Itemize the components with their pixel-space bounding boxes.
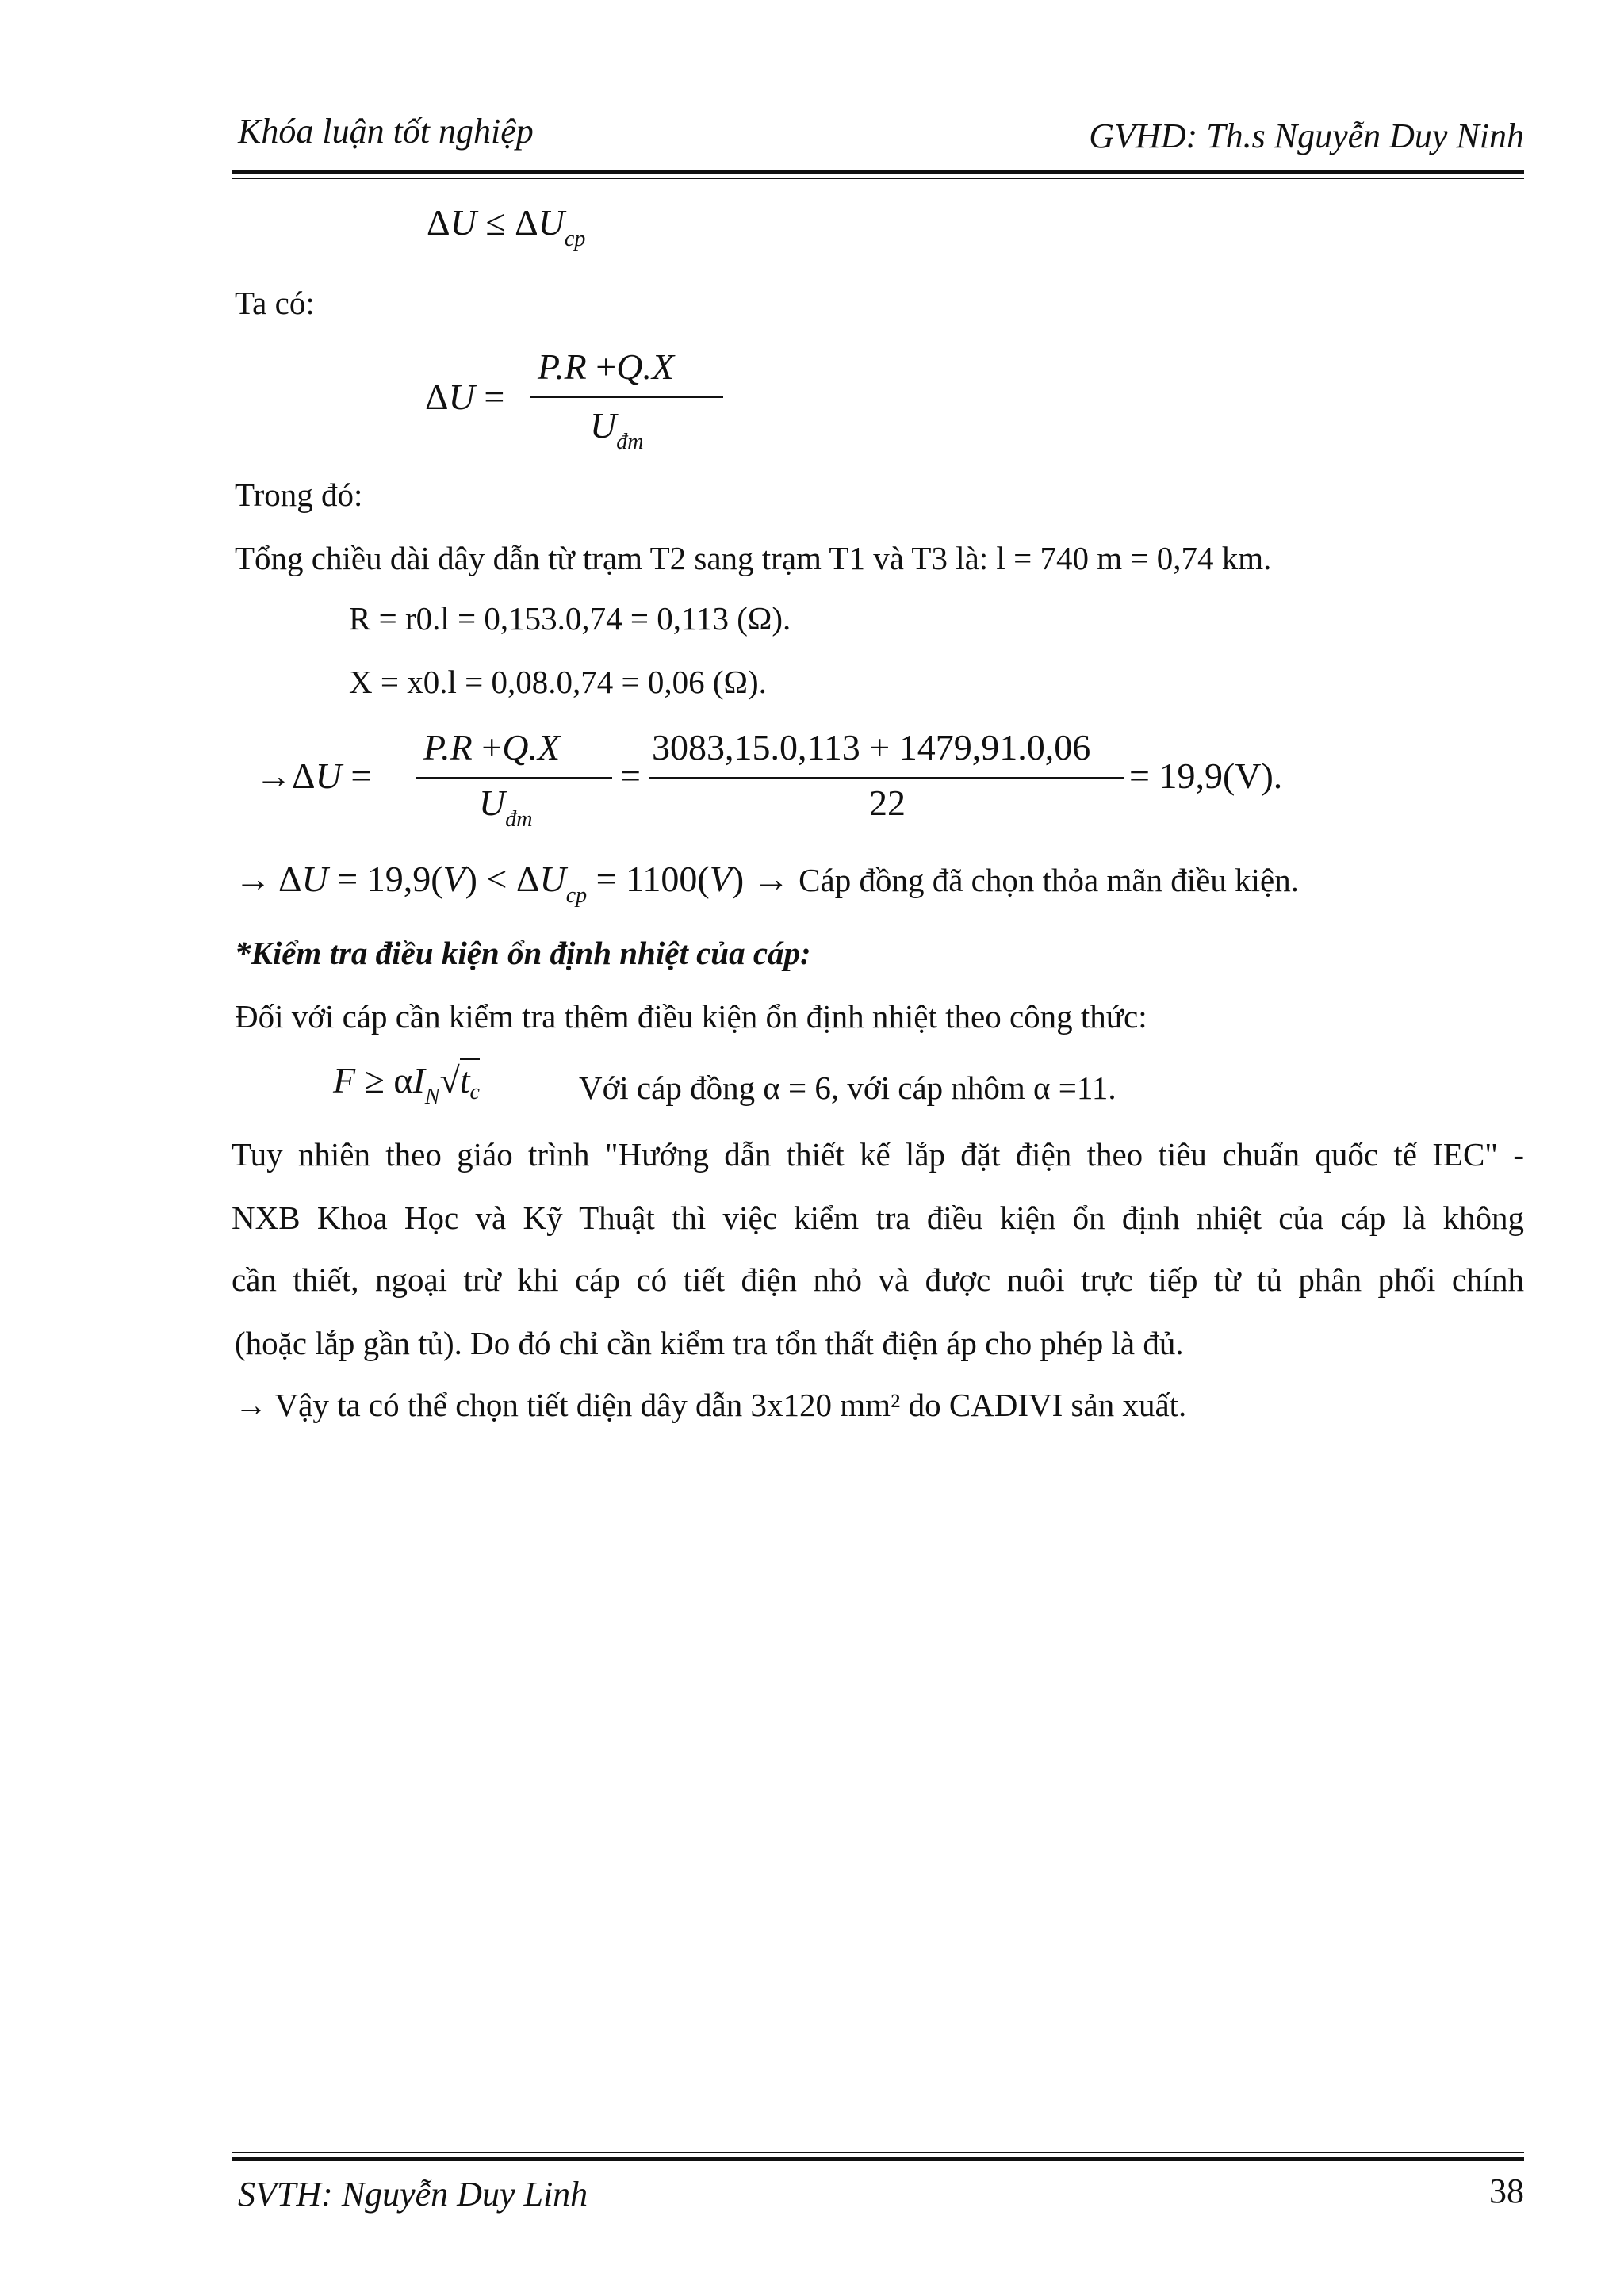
text-voi-cap: Với cáp đồng α = 6, với cáp nhôm α =11. — [579, 1070, 1116, 1106]
result-line: → ΔU = 19,9(V) < ΔUcp = 1100(V) → Cáp đồng đã chọn thỏa mãn điều kiện. — [235, 859, 1299, 908]
result-conclusion: Cáp đồng đã chọn thỏa mãn điều kiện. — [799, 862, 1299, 898]
header-left: Khóa luận tốt nghiệp — [238, 112, 534, 151]
text-doi-voi: Đối với cáp cần kiểm tra thêm điều kiện ổn định nhiệt theo công thức: — [235, 998, 1147, 1035]
text-ta-co: Ta có: — [235, 285, 315, 321]
header-rule-thin — [232, 178, 1524, 179]
paragraph-line-2: NXB Khoa Học và Kỹ Thuật thì việc kiểm tra điều kiện ổn định nhiệt của cáp là không — [232, 1200, 1524, 1236]
formula-condition: $\Delta U \le \Delta U_{cp}$ — [427, 202, 586, 251]
footer-rule-thin — [232, 2152, 1524, 2153]
paragraph-line-3: cần thiết, ngoại trừ khi cáp có tiết điện nhỏ và được nuôi trực tiếp từ tủ phân phối chính — [232, 1261, 1524, 1298]
arrow-icon: → — [235, 1387, 267, 1423]
final-line — [235, 1389, 1186, 1422]
text-trong-do: Trong đó: — [235, 476, 363, 513]
text-r-value: R = r0.l = 0,153.0,74 = 0,113 (Ω). — [349, 600, 791, 637]
text-x-value: X = x0.l = 0,08.0,74 = 0,06 (Ω). — [349, 664, 767, 700]
final-line-text: Vậy ta có thể chọn tiết diện dây dẫn 3x120 mm² do CADIVI sản xuất. — [274, 1387, 1187, 1423]
footer-rule-thick — [232, 2157, 1524, 2161]
page-number: 38 — [1489, 2172, 1524, 2210]
text-tong-chieu-dai: Tổng chiều dài dây dẫn từ trạm T2 sang trạm T1 và T3 là: l = 740 m = 0,74 km. — [235, 540, 1272, 576]
footer-left: SVTH: Nguyễn Duy Linh — [238, 2175, 588, 2214]
calc-result: = 19,9(V). — [1129, 756, 1283, 796]
formula-thermal: F ≥ αIN√tc — [333, 1060, 480, 1109]
section-title: *Kiểm tra điều kiện ổn định nhiệt của cáp: — [235, 935, 811, 971]
header-right: GVHD: Th.s Nguyễn Duy Ninh — [1089, 117, 1524, 155]
calc-denominator: 22 — [869, 783, 906, 823]
header-rule-thick — [232, 170, 1524, 174]
paragraph-line-4: (hoặc lắp gần tủ). Do đó chỉ cần kiểm tra tổn thất điện áp cho phép là đủ. — [235, 1325, 1184, 1361]
calc-numerator: 3083,15.0,113 + 1479,91.0,06 — [652, 727, 1091, 767]
paragraph-line-1: Tuy nhiên theo giáo trình "Hướng dẫn thiết kế lắp đặt điện theo tiêu chuẩn quốc tế IEC" - — [232, 1136, 1524, 1173]
